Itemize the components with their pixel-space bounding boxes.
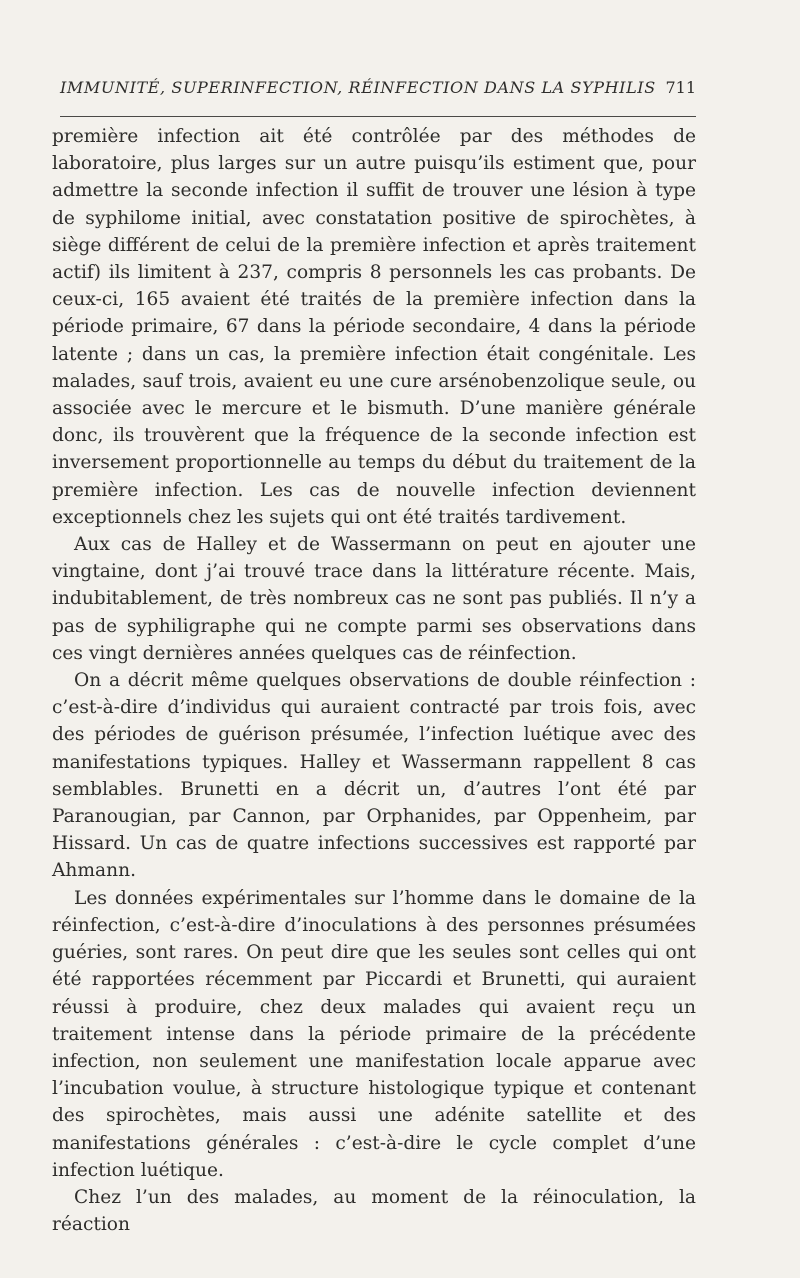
paragraph: Aux cas de Halley et de Wassermann on peut en ajouter une vingtaine, dont j’ai trouvé trace dans la littérature récente. Mais, indubitablement, de très nombreux cas ne sont pas publiés. Il n’y a pas de syphiligraphe qui ne compte parmi ses observations dans ces vingt dernières années quelques cas de réinfection. [52,534,696,664]
header-rule [60,116,696,117]
paragraph: On a décrit même quelques observations de double réinfection : c’est-à-dire d’individus qui auraient contracté par trois fois, avec des périodes de guérison présumée, l’infection luétique avec des manifestations typiques. Halley et Wassermann rappellent 8 cas semblables. Brunetti en a décrit un, d’autres l’ont été par Paranougian, par Cannon, par Orphanides, par Oppenheim, par Hissard. Un cas de quatre infections successives est rapporté par Ahmann. [52,670,696,882]
running-header [60,78,696,106]
paragraph-continuation: première infection ait été contrôlée par des méthodes de laboratoire, plus larges sur un autre puisqu’ils estiment que, pour admettre la seconde infection il suffit de trouver une lésion à type de syphilome initial, avec constatation positive de spirochètes, à siège différent de celui de la première infection et après traitement actif) ils limitent à 237, compris 8 personnels les cas probants. De ceux-ci, 165 avaient été traités de la première infection dans la période primaire, 67 dans la période secondaire, 4 dans la période latente ; dans un cas, la première infection était congénitale. Les malades, sauf trois, avaient eu une cure arsénobenzolique seule, ou associée avec le mercure et le bismuth. D’une manière générale donc, ils trouvèrent que la fréquence de la seconde infection est inversement proportionnelle au temps du début du traitement de la première infection. Les cas de nouvelle infection deviennent exceptionnels chez les sujets qui ont été traités tardivement. [52,126,696,528]
body-text [52,123,696,1238]
paragraph: Les données expérimentales sur l’homme dans le domaine de la réinfection, c’est-à-dire d’inoculations à des personnes présumées guéries, sont rares. On peut dire que les seules sont celles qui ont été rapportées récemment par Piccardi et Brunetti, qui auraient réussi à produire, chez deux malades qui avaient reçu un traitement intense dans la période primaire de la précédente infection, non seulement une manifestation locale apparue avec l’incubation voulue, à structure histologique typique et contenant des spirochètes, mais aussi une adénite satellite et des manifestations générales : c’est-à-dire le cycle complet d’une infection luétique. [52,887,696,1181]
running-title: IMMUNITÉ, SUPERINFECTION, RÉINFECTION DANS LA SYPHILIS [60,78,656,97]
paragraph-trailing: Chez l’un des malades, au moment de la réinoculation, la réaction [52,1186,696,1236]
page-number: 711 [665,78,696,97]
